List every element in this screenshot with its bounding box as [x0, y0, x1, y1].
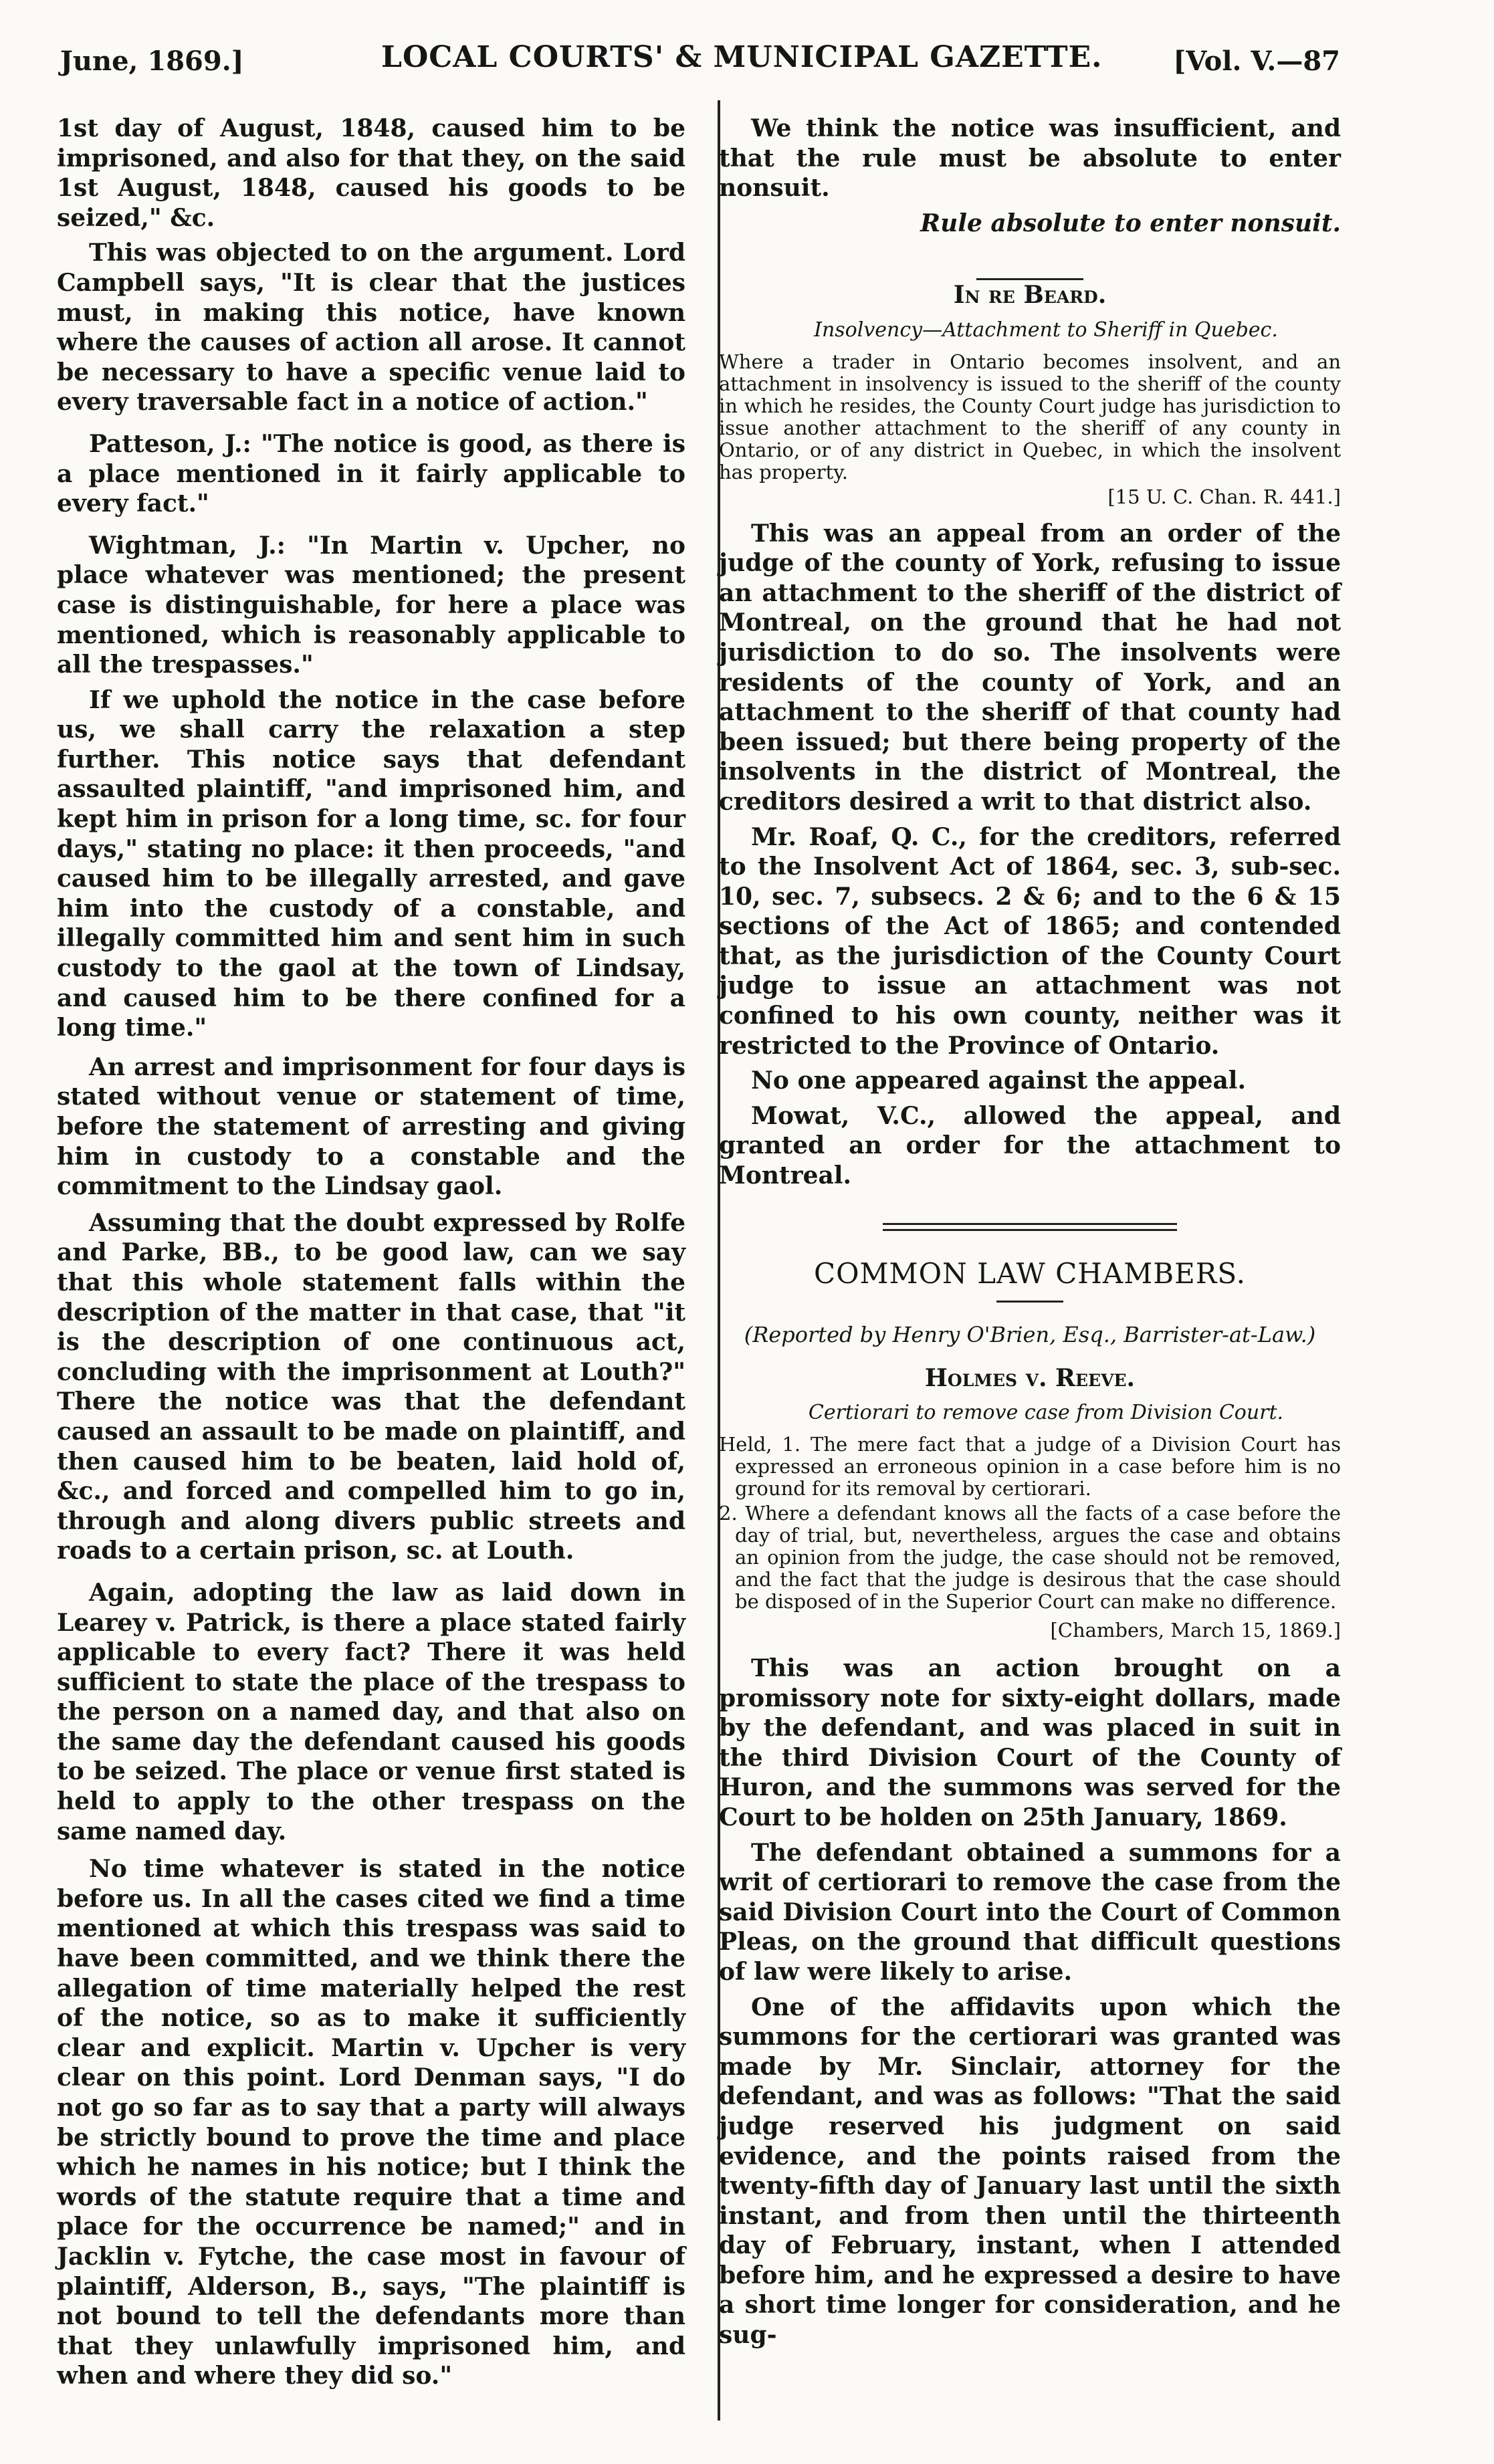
- paragraph: This was an appeal from an order of the judge of the county of York, refusing to issue an attachment to the sheriff of the district of Montreal, on the ground that he had not jurisdiction to do so. The insolvents were residents of the county of York, and an attachment to the sheriff of that county had been issued; but there being property of the insolvents in the district of Montreal, the creditors desired a writ to that district also.: [719, 519, 1341, 816]
- section-rule: [996, 1301, 1063, 1303]
- headnote-text: Held, 1. The mere fact that a judge of a Division Court has expressed an erroneous opinion in a case before him is no ground for its removal by certiorari.: [719, 1433, 1341, 1500]
- paragraph: Again, adopting the law as laid down in Learey v. Patrick, is there a place stated fairly applicable to every fact? There it was held sufficient to state the place of the trespass to the person on a named day, and that also on the same day the defendant caused his goods to be seized. The place or venue first stated is held to apply to the other trespass on the same named day.: [57, 1578, 685, 1845]
- reported-by: (Reported by Henry O'Brien, Esq., Barrister-at-Law.): [744, 1322, 1316, 1348]
- paragraph: An arrest and imprisonment for four days is stated without venue or statement of time, before the statement of arresting and giving him in custody to a constable and the commitment to the Lindsay gaol.: [57, 1052, 685, 1201]
- headnote-text: 2. Where a defendant knows all the facts of a case before the day of trial, but, nevertheless, argues the case and obtains an opinion from the judge, the case should not be removed, and the fact that the judge is desirous that the case should be disposed of in the Superior Court can make no difference.: [719, 1502, 1341, 1613]
- page-header: [60, 40, 1340, 87]
- section-heading: COMMON LAW CHAMBERS.: [813, 1256, 1247, 1290]
- paragraph: Mr. Roaf, Q. C., for the creditors, referred to the Insolvent Act of 1864, sec. 3, sub-sec. 10, sec. 7, subsecs. 2 & 6; and to the 6 & 15 sections of the Act of 1865; and contended that, as the jurisdiction of the County Court judge to issue an attachment was not confined to his own county, neither was it restricted to the Province of Ontario.: [719, 822, 1341, 1060]
- paragraph: This was an action brought on a promissory note for sixty-eight dollars, made by the defendant, and was placed in suit in the third Division Court of the County of Huron, and the summons was served for the Court to be holden on 25th January, 1869.: [719, 1654, 1341, 1831]
- headnote-text: Where a trader in Ontario becomes insolvent, and an attachment in insolvency is issued to the sheriff of the county in which he resides, the County Court judge has jurisdiction to issue another attachment to the sheriff of any county in Ontario, or of any district in Quebec, in which the insolvent has property.: [719, 350, 1341, 483]
- right-column: [719, 114, 1341, 2356]
- header-date: June, 1869.]: [60, 45, 244, 77]
- case-subtitle: Certiorari to remove case from Division Court.: [808, 1401, 1284, 1425]
- paragraph: This was objected to on the argument. Lord Campbell says, "It is clear that the justices must, in making this notice, have known where the causes of action all arose. It cannot be necessary to have a specific venue laid to every traversable fact in a notice of action.": [57, 239, 685, 417]
- paragraph: Mowat, V.C., allowed the appeal, and granted an order for the attachment to Montreal.: [719, 1101, 1341, 1190]
- case-title: In re Beard.: [953, 281, 1107, 310]
- headnote: [719, 1434, 1341, 1642]
- paragraph: Wightman, J.: "In Martin v. Upcher, no place whatever was mentioned; the present case is distinguishable, for here a place was mentioned, which is reasonably applicable to all the trespasses.": [57, 531, 685, 679]
- paragraph: No time whatever is stated in the notice before us. In all the cases cited we find a time mentioned at which this trespass was said to have been committed, and we think there the allegation of time materially helped the rest of the notice, so as to make it sufficiently clear and explicit. Martin v. Upcher is very clear on this point. Lord Denman says, "I do not go so far as to say that a party will always be strictly bound to prove the time and place which he names in his notice; but I think the words of the statute require that a time and place for the occurrence be named;" and in Jacklin v. Fytche, the case most in favour of plaintiff, Alderson, B., says, "The plaintiff is not bound to tell the defendants more than that they unlawfully imprisoned him, and when and where they did so.": [57, 1855, 685, 2390]
- header-title: LOCAL COURTS' & MUNICIPAL GAZETTE.: [381, 40, 1103, 74]
- paragraph: The defendant obtained a summons for a writ of certiorari to remove the case from the said Division Court into the Court of Common Pleas, on the ground that difficult questions of law were likely to arise.: [719, 1838, 1341, 1986]
- paragraph: We think the notice was insufficient, and that the rule must be absolute to enter nonsuit.: [719, 114, 1341, 203]
- paragraph: If we uphold the notice in the case before us, we shall carry the relaxation a step further. This notice says that defendant assaulted plaintiff, "and imprisoned him, and kept him in prison for a long time, sc. for four days," stating no place: it then proceeds, "and caused him to be illegally arrested, and gave him into the custody of a constable, and illegally committed him and sent him in such custody to the gaol at the town of Lindsay, and caused him to be there confined for a long time.": [57, 685, 685, 1042]
- left-column: [57, 114, 685, 2396]
- paragraph: Patteson, J.: "The notice is good, as there is a place mentioned in it fairly applicable to every fact.": [57, 429, 685, 518]
- double-rule: [883, 1223, 1177, 1231]
- citation: [15 U. C. Chan. R. 441.]: [1107, 485, 1341, 508]
- paragraph: 1st day of August, 1848, caused him to be imprisoned, and also for that they, on the said 1st August, 1848, caused his goods to be seized," &c.: [57, 114, 685, 232]
- case-subtitle: Insolvency—Attachment to Sheriff in Quebec.: [814, 318, 1278, 342]
- header-volume: [Vol. V.—87: [1173, 45, 1340, 77]
- citation: [Chambers, March 15, 1869.]: [1050, 1619, 1341, 1642]
- case-title: Holmes v. Reeve.: [924, 1363, 1136, 1392]
- rule-line: Rule absolute to enter nonsuit.: [920, 209, 1341, 237]
- paragraph: Assuming that the doubt expressed by Rolfe and Parke, BB., to be good law, can we say that this whole statement falls within the description of the matter in that case, that "it is the description of one continuous act, concluding with the imprisonment at Louth?" There the notice was that the defendant caused an assault to be made on plaintiff, and then caused him to be beaten, laid hold of, &c., and forced and compelled him to go in, through and along divers public streets and roads to a certain prison, sc. at Louth.: [57, 1208, 685, 1565]
- paragraph: No one appeared against the appeal.: [751, 1067, 1247, 1095]
- headnote: [719, 351, 1341, 508]
- paragraph: One of the affidavits upon which the summons for the certiorari was granted was made by Mr. Sinclair, attorney for the defendant, and was as follows: "That the said judge reserved his judgment on said evidence, and the points raised from the twenty-fifth day of January last until the sixth instant, and from then until the thirteenth day of February, instant, when I attended before him, and he expressed a desire to have a short time longer for consideration, and he sug-: [719, 1993, 1341, 2350]
